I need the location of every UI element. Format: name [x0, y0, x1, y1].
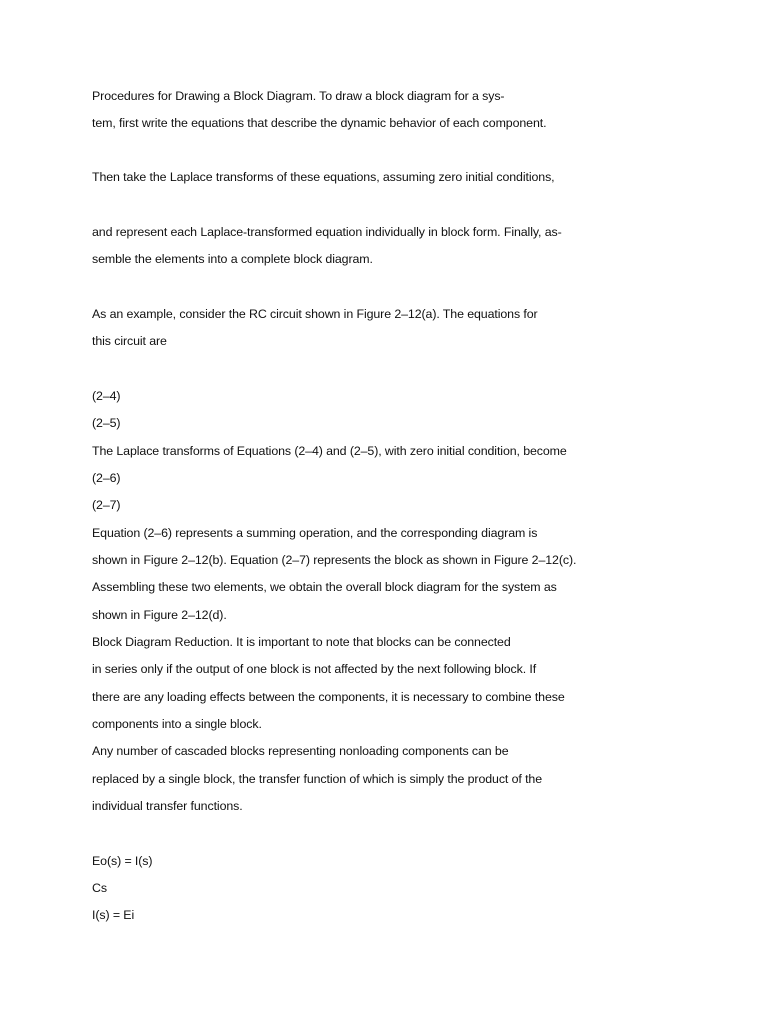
- text-line: As an example, consider the RC circuit shown in Figure 2–12(a). The equations for: [92, 307, 538, 321]
- text-line: Assembling these two elements, we obtain the overall block diagram for the system as: [92, 580, 557, 594]
- equation-number: (2–5): [92, 416, 121, 430]
- text-line-procedures-heading: Procedures for Drawing a Block Diagram. To draw a block diagram for a sys-: [92, 89, 505, 103]
- equation-number: (2–7): [92, 498, 121, 512]
- text-line: in series only if the output of one block is not affected by the next following block. If: [92, 662, 537, 676]
- equation-number: (2–4): [92, 389, 121, 403]
- equation-number: (2–6): [92, 471, 121, 485]
- text-line: components into a single block.: [92, 717, 262, 731]
- text-line: there are any loading effects between the components, it is necessary to combine these: [92, 690, 565, 704]
- text-line: shown in Figure 2–12(d).: [92, 608, 227, 622]
- text-line: and represent each Laplace-transformed equation individually in block form. Finally, as-: [92, 225, 562, 239]
- text-line: shown in Figure 2–12(b). Equation (2–7) represents the block as shown in Figure 2–12(c).: [92, 553, 577, 567]
- text-line: individual transfer functions.: [92, 799, 243, 813]
- text-line-block-diagram-reduction: Block Diagram Reduction. It is important to note that blocks can be connected: [92, 635, 511, 649]
- equation-text: Eo(s) = I(s): [92, 854, 153, 868]
- text-line: Equation (2–6) represents a summing operation, and the corresponding diagram is: [92, 526, 538, 540]
- text-line: replaced by a single block, the transfer function of which is simply the product of the: [92, 772, 542, 786]
- text-line: tem, first write the equations that describe the dynamic behavior of each component.: [92, 116, 547, 130]
- text-line: Any number of cascaded blocks representing nonloading components can be: [92, 744, 509, 758]
- text-line: Then take the Laplace transforms of these equations, assuming zero initial conditions,: [92, 170, 555, 184]
- text-line: this circuit are: [92, 334, 167, 348]
- equation-text: I(s) = Ei: [92, 908, 135, 922]
- equation-text: Cs: [92, 881, 107, 895]
- text-line: semble the elements into a complete block diagram.: [92, 252, 373, 266]
- text-line: The Laplace transforms of Equations (2–4) and (2–5), with zero initial condition, become: [92, 444, 567, 458]
